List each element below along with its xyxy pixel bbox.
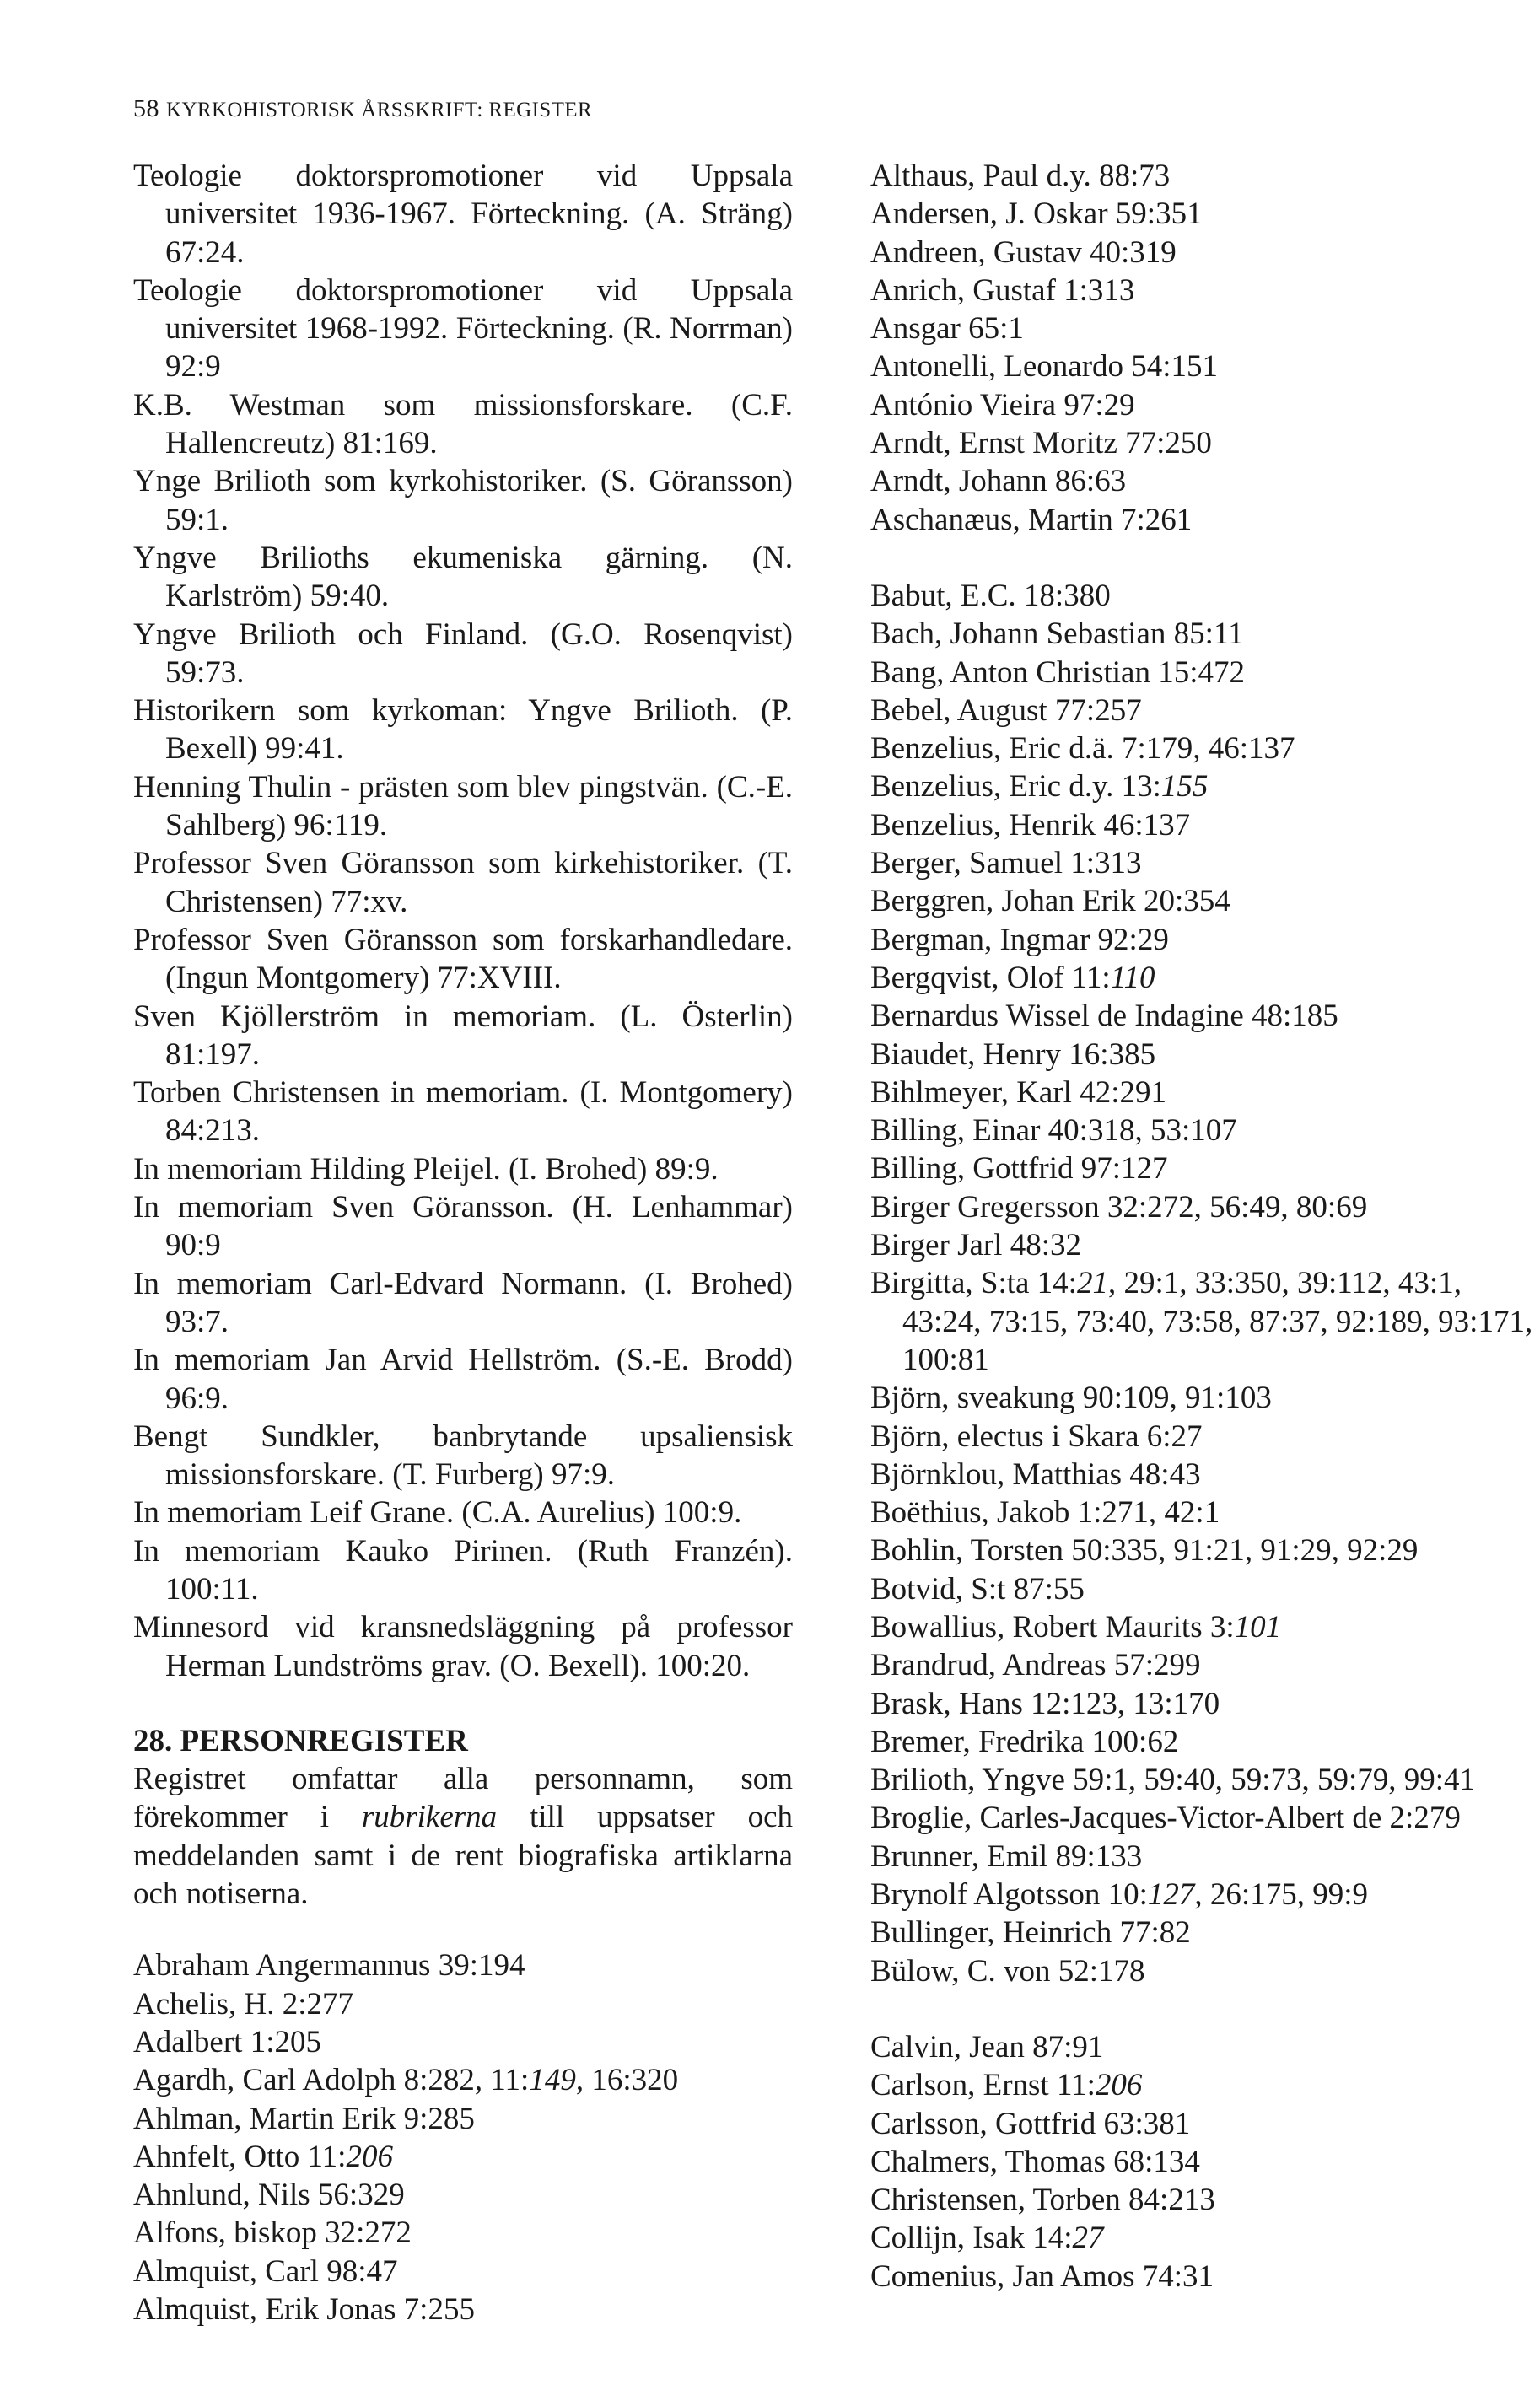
list-item: Historikern som kyrkoman: Yngve Brilioth. (P. Bexell) 99:41. bbox=[133, 693, 793, 767]
intro-emphasis: rubrikerna bbox=[361, 1800, 498, 1835]
list-item: Bremer, Fredrika 100:62 bbox=[870, 1724, 1179, 1759]
article-list bbox=[133, 157, 793, 1685]
list-item: Brynolf Algotsson 10:127, 26:175, 99:9 bbox=[870, 1877, 1368, 1913]
list-item: Brilioth, Yngve 59:1, 59:40, 59:73, 59:79, 99:41 bbox=[870, 1763, 1476, 1798]
list-item: Professor Sven Göransson som kirkehistoriker. (T. Christensen) 77:xv. bbox=[133, 846, 793, 919]
right-column bbox=[870, 157, 1537, 2296]
list-item: Andersen, J. Oskar 59:351 bbox=[870, 196, 1203, 232]
list-item: Bowallius, Robert Maurits 3:101 bbox=[870, 1609, 1282, 1645]
page-number: 58 bbox=[133, 94, 159, 122]
list-item: Bihlmeyer, Karl 42:291 bbox=[870, 1074, 1166, 1110]
list-item: Abraham Angermannus 39:194 bbox=[133, 1948, 525, 1984]
list-item: In memoriam Carl-Edvard Normann. (I. Brohed) 93:7. bbox=[133, 1266, 793, 1339]
list-item: Calvin, Jean 87:91 bbox=[870, 2029, 1104, 2065]
list-item: Ahnfelt, Otto 11:206 bbox=[133, 2139, 393, 2174]
list-item: Antonelli, Leonardo 54:151 bbox=[870, 349, 1219, 385]
person-list bbox=[133, 1946, 793, 2328]
list-item: Ansgar 65:1 bbox=[870, 311, 1024, 347]
list-item: Yngve Brilioth och Finland. (G.O. Rosenqvist) 59:73. bbox=[133, 616, 793, 690]
list-item: Christensen, Torben 84:213 bbox=[870, 2183, 1215, 2218]
list-item: Bergman, Ingmar 92:29 bbox=[870, 922, 1169, 957]
list-item: Brask, Hans 12:123, 13:170 bbox=[870, 1686, 1220, 1721]
list-item: Adalbert 1:205 bbox=[133, 2024, 321, 2059]
list-item: Björnklou, Matthias 48:43 bbox=[870, 1456, 1201, 1492]
person-list-b bbox=[870, 577, 1537, 1990]
list-item: Berggren, Johan Erik 20:354 bbox=[870, 884, 1230, 919]
list-item: Brandrud, Andreas 57:299 bbox=[870, 1648, 1201, 1683]
list-item: Biaudet, Henry 16:385 bbox=[870, 1036, 1156, 1072]
intro-text-end: till uppsatser och meddelanden samt i de rent biografiska artiklarna och notiserna. bbox=[133, 1800, 793, 1912]
list-item: Birger Jarl 48:32 bbox=[870, 1228, 1082, 1263]
list-item: Björn, electus i Skara 6:27 bbox=[870, 1419, 1203, 1454]
list-item: Professor Sven Göransson som forskarhandledare. (Ingun Montgomery) 77:XVIII. bbox=[133, 922, 793, 996]
list-item: Ahlman, Martin Erik 9:285 bbox=[133, 2101, 475, 2136]
intro-text: Registret omfattar alla personnamn, som förekommer i bbox=[133, 1762, 793, 1835]
list-item: In memoriam Jan Arvid Hellström. (S.-E. Brodd) 96:9. bbox=[133, 1343, 793, 1416]
list-item: Bernardus Wissel de Indagine 48:185 bbox=[870, 999, 1338, 1034]
list-item: Birgitta, S:ta 14:21, 29:1, 33:350, 39:112, 43:1, 43:24, 73:15, 73:40, 73:58, 87:37, 92:189, 93:171, 100:81 bbox=[870, 1266, 1533, 1377]
list-item: Carlson, Ernst 11:206 bbox=[870, 2068, 1143, 2103]
list-item: Bülow, C. von 52:178 bbox=[870, 1953, 1145, 1989]
section-heading: 28. PERSONREGISTER bbox=[133, 1723, 468, 1758]
list-item: Bang, Anton Christian 15:472 bbox=[870, 654, 1245, 690]
list-item: Bohlin, Torsten 50:335, 91:21, 91:29, 92:29 bbox=[870, 1533, 1419, 1569]
list-item: Teologie doktorspromotioner vid Uppsala universitet 1936-1967. Förteckning. (A. Sträng) 67:24. bbox=[133, 159, 793, 270]
list-item: Sven Kjöllerström in memoriam. (L. Österlin) 81:197. bbox=[133, 999, 793, 1072]
list-item: Arndt, Johann 86:63 bbox=[870, 464, 1127, 499]
list-item: Bullinger, Heinrich 77:82 bbox=[870, 1915, 1191, 1951]
list-item: Comenius, Jan Amos 74:31 bbox=[870, 2258, 1214, 2294]
left-column bbox=[133, 157, 793, 2328]
section-intro bbox=[133, 1760, 793, 1913]
running-title: KYRKOHISTORISK ÅRSSKRIFT: REGISTER bbox=[166, 99, 593, 121]
list-item: In memoriam Leif Grane. (C.A. Aurelius) 100:9. bbox=[133, 1495, 742, 1531]
list-item: Almquist, Carl 98:47 bbox=[133, 2253, 398, 2289]
person-list-c bbox=[870, 2028, 1537, 2296]
list-item: Carlsson, Gottfrid 63:381 bbox=[870, 2106, 1191, 2141]
list-item: Birger Gregersson 32:272, 56:49, 80:69 bbox=[870, 1189, 1368, 1225]
list-item: Torben Christensen in memoriam. (I. Montgomery) 84:213. bbox=[133, 1075, 793, 1149]
list-item: Aschanæus, Martin 7:261 bbox=[870, 502, 1193, 537]
list-item: Benzelius, Eric d.y. 13:155 bbox=[870, 769, 1209, 805]
person-list-a bbox=[870, 157, 1537, 539]
list-item: Chalmers, Thomas 68:134 bbox=[870, 2144, 1200, 2179]
list-item: Minnesord vid kransnedsläggning på professor Herman Lundströms grav. (O. Bexell). 100:20. bbox=[133, 1610, 793, 1683]
list-item: António Vieira 97:29 bbox=[870, 387, 1135, 423]
list-item: Billing, Einar 40:318, 53:107 bbox=[870, 1113, 1237, 1149]
list-item: In memoriam Sven Göransson. (H. Lenhammar) 90:9 bbox=[133, 1190, 793, 1263]
list-item: Achelis, H. 2:277 bbox=[133, 1986, 354, 2021]
list-item: Teologie doktorspromotioner vid Uppsala universitet 1968-1992. Förteckning. (R. Norrman) 92:9 bbox=[133, 272, 793, 385]
list-item: Bebel, August 77:257 bbox=[870, 692, 1142, 728]
list-item: Bengt Sundkler, banbrytande upsaliensisk missionsforskare. (T. Furberg) 97:9. bbox=[133, 1419, 793, 1493]
list-item: Henning Thulin - prästen som blev pingstvän. (C.-E. Sahlberg) 96:119. bbox=[133, 769, 793, 843]
group-spacer bbox=[870, 539, 1537, 577]
list-item: K.B. Westman som missionsforskare. (C.F. Hallencreutz) 81:169. bbox=[133, 387, 793, 461]
list-item: Bach, Johann Sebastian 85:11 bbox=[870, 616, 1244, 652]
list-item: Ynge Brilioth som kyrkohistoriker. (S. Göransson) 59:1. bbox=[133, 464, 793, 537]
page-header bbox=[133, 94, 592, 123]
list-item: Babut, E.C. 18:380 bbox=[870, 578, 1111, 613]
list-item: Anrich, Gustaf 1:313 bbox=[870, 272, 1135, 308]
list-item: Alfons, biskop 32:272 bbox=[133, 2215, 412, 2251]
list-item: Yngve Brilioths ekumeniska gärning. (N. Karlström) 59:40. bbox=[133, 540, 793, 614]
list-item: In memoriam Kauko Pirinen. (Ruth Franzén). 100:11. bbox=[133, 1533, 793, 1607]
list-item: Andreen, Gustav 40:319 bbox=[870, 234, 1177, 270]
list-item: Arndt, Ernst Moritz 77:250 bbox=[870, 426, 1212, 461]
list-item: Billing, Gottfrid 97:127 bbox=[870, 1151, 1168, 1187]
list-item: Brunner, Emil 89:133 bbox=[870, 1838, 1143, 1874]
list-item: Collijn, Isak 14:27 bbox=[870, 2221, 1104, 2256]
list-item: Ahnlund, Nils 56:329 bbox=[133, 2178, 405, 2213]
list-item: Almquist, Erik Jonas 7:255 bbox=[133, 2292, 475, 2328]
list-item: Agardh, Carl Adolph 8:282, 11:149, 16:320 bbox=[133, 2063, 679, 2098]
list-item: Björn, sveakung 90:109, 91:103 bbox=[870, 1381, 1272, 1416]
list-item: Botvid, S:t 87:55 bbox=[870, 1571, 1085, 1607]
list-item: Broglie, Carles-Jacques-Victor-Albert de 2:279 bbox=[870, 1801, 1461, 1836]
list-item: Bergqvist, Olof 11:110 bbox=[870, 960, 1155, 995]
list-item: Berger, Samuel 1:313 bbox=[870, 846, 1142, 881]
list-item: Benzelius, Eric d.ä. 7:179, 46:137 bbox=[870, 731, 1295, 767]
list-item: In memoriam Hilding Pleijel. (I. Brohed) 89:9. bbox=[133, 1151, 719, 1187]
list-item: Althaus, Paul d.y. 88:73 bbox=[870, 159, 1171, 193]
list-item: Benzelius, Henrik 46:137 bbox=[870, 807, 1191, 843]
group-spacer bbox=[870, 1990, 1537, 2028]
list-item: Boëthius, Jakob 1:271, 42:1 bbox=[870, 1495, 1220, 1531]
